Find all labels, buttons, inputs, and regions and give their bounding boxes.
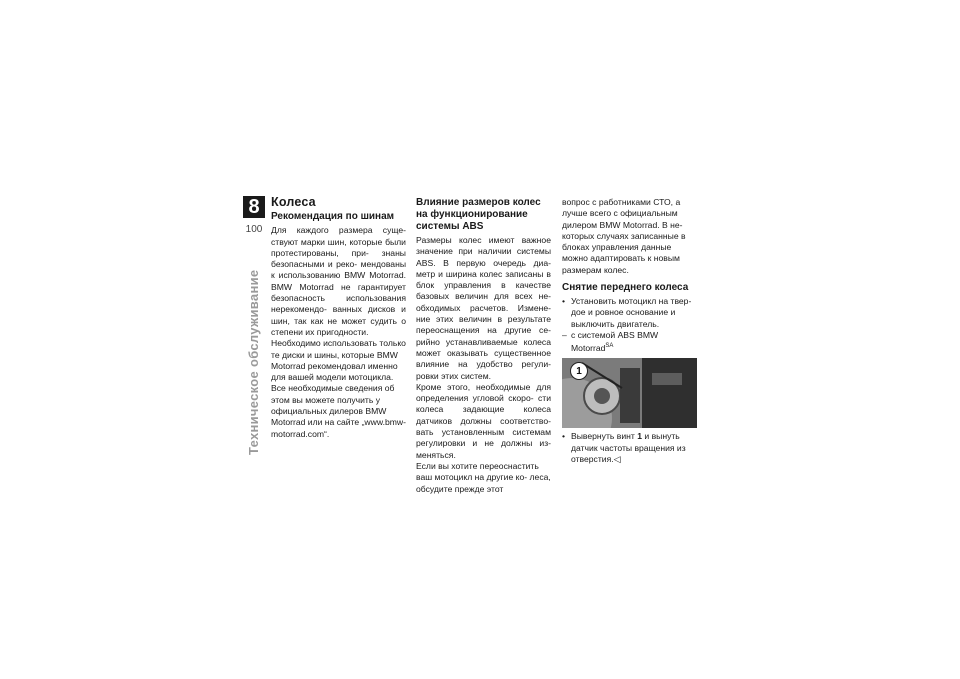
step-text: с системой ABS BMW Motorrad [571,329,659,354]
list-item [562,330,697,354]
subsection-title: Рекомендация по шинам [271,211,395,223]
callout-reference: 1 [637,431,642,442]
dash-marker: – [562,329,567,340]
step-list [562,431,697,465]
bullet-marker: • [562,431,566,442]
section-side-title: Техническое обслуживание [246,269,261,455]
step-list [562,296,697,354]
section-title: Колеса [271,195,316,209]
chapter-number-tab: 8 [243,196,265,218]
column-1 [271,197,406,440]
option-superscript: SA [605,343,614,350]
paragraph: Необходимо использовать только те диски и шины, которые BMW Motorrad рекомендовал именно для вашей модели мотоцикла. [271,338,406,383]
step-text: Установить мотоцикл на твер- дое и ровное основание и выключить двигатель. [571,296,692,329]
list-item [562,296,697,330]
page-number: 100 [245,224,263,235]
paragraph: Размеры колес имеют важное значение при наличии системы ABS. В первую очередь диа- метр и ширина колес записаны в блок управления в качестве базовых величин для всех не- обходимых расчетов. Измене- ние этих величин в результате переоснащения на другие се- рийно устанавливаемые колеса может оказывать существенное влияние на удобство регули- ровки этих систем. [416,235,551,381]
end-of-section-icon: ◁ [613,454,621,465]
paragraph: Если вы хотите переоснастить ваш мотоцикл на другие ко- леса, обсудите прежде этот [416,460,551,494]
bullet-marker: • [562,296,566,307]
column-2 [416,197,551,495]
step-text: и вынуть датчик частоты вращения из отверстия. [571,431,686,465]
list-item [562,431,697,465]
column-3 [562,197,697,465]
paragraph: Все необходимые сведения об этом вы можете получить у официальных дилеров BMW Motorrad или на сайте „www.bmw-motorrad.com“. [271,383,406,439]
paragraph: Для каждого размера суще- ствуют марки шин, которые были протестированы, при- знаны безопасными и реко- мендованы к использованию BMW Motorrad. BMW Motorrad не гарантирует безопасность использования нерекомендо- ванных дисков и шин, так как не может судить о степени их пригодности. [271,225,406,337]
wheel-sensor-photo [562,358,697,428]
paragraph: вопрос с работниками СТО, а лучше всего с официальным дилером BMW Motorrad. В не- которых случаях записанные в блоках управления данные можно адаптировать к новым размерам колес. [562,197,686,275]
subsection-title: Снятие переднего колеса [562,282,689,294]
paragraph: Кроме этого, необходимые для определения угловой скоро- сти колеса задающие колеса датчиков должны соответство- вать установленным системам регулировки и не должны из- меняться. [416,381,551,460]
subsection-title: Влияние размеров колес на функционирование системы ABS [416,197,541,232]
photo-callout-number: 1 [570,362,588,380]
step-text: Вывернуть винт [571,431,638,442]
